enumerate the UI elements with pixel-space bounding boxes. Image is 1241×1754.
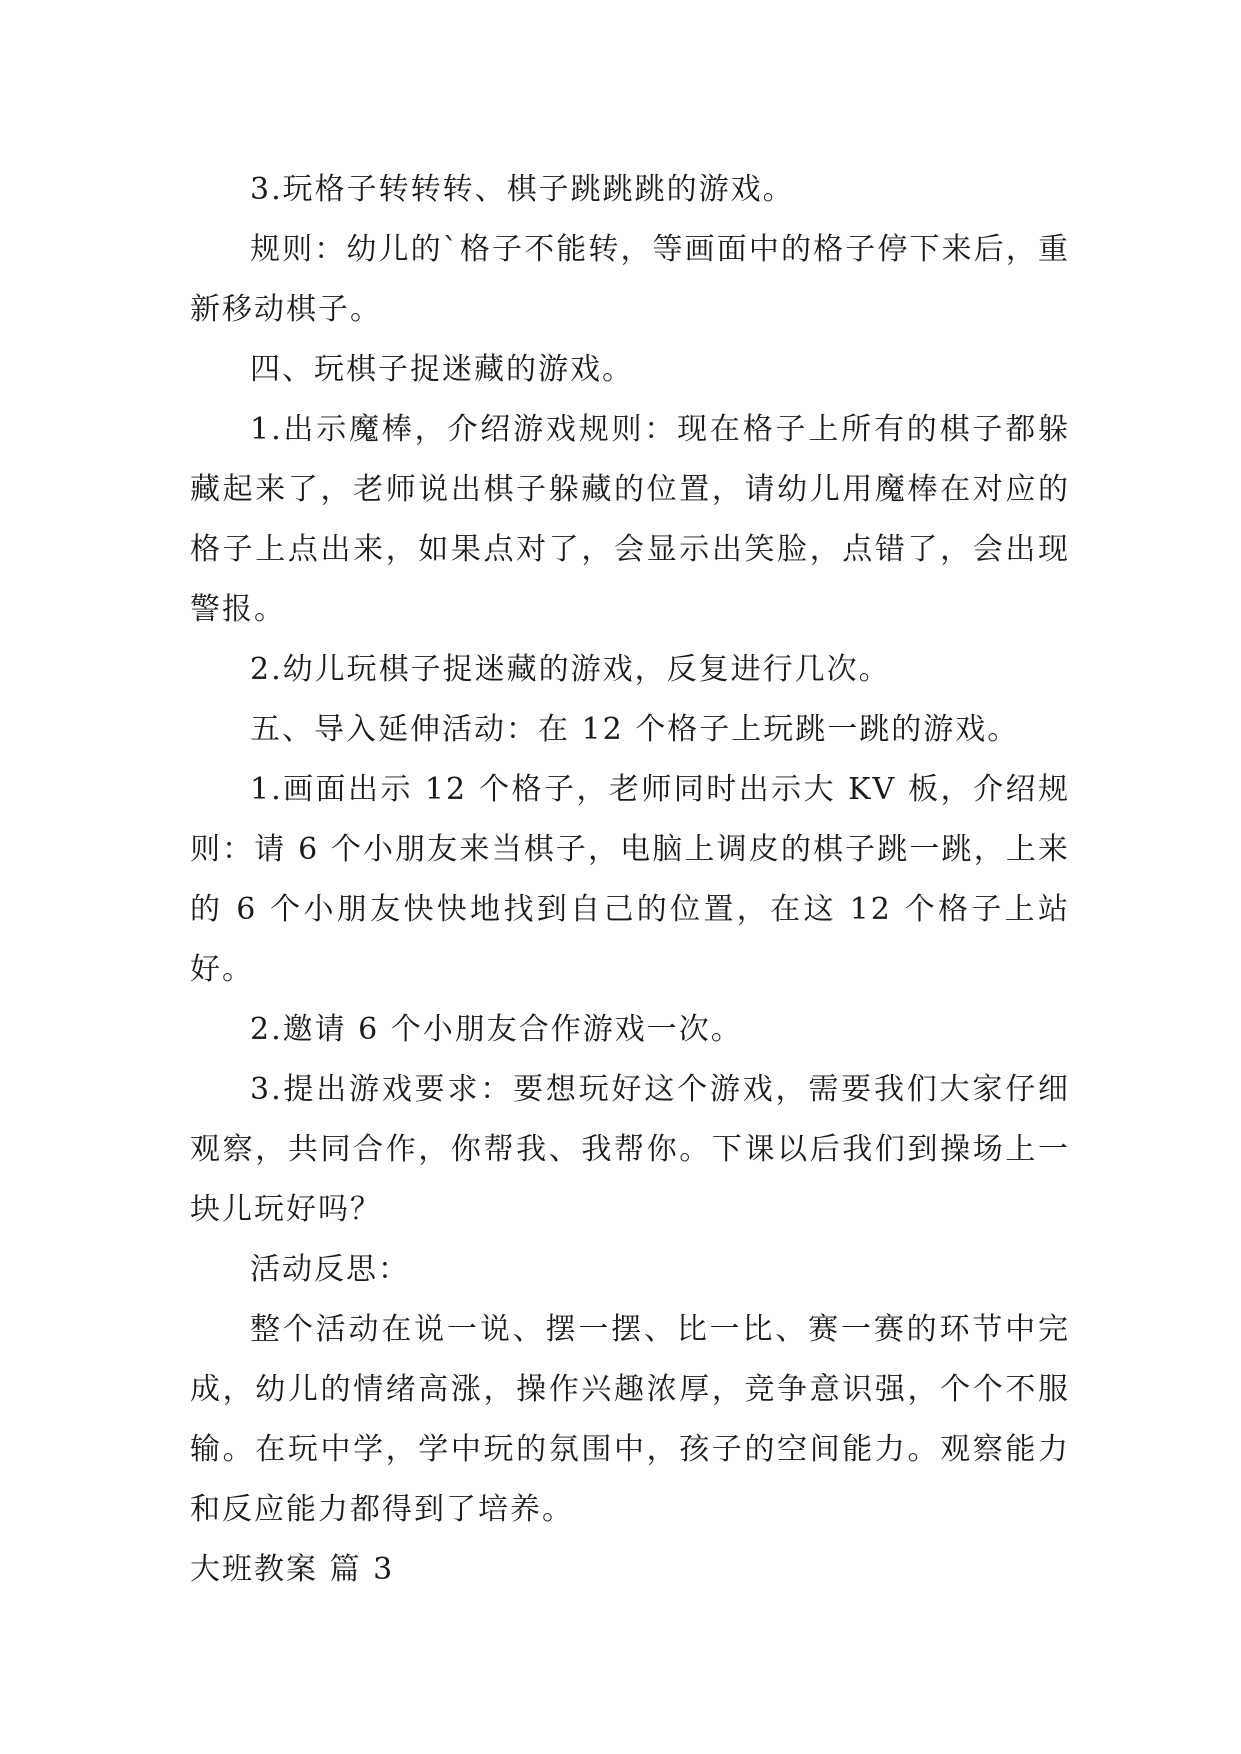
document-body [190,160,1070,1600]
paragraph-requirements: 3.提出游戏要求：要想玩好这个游戏，需要我们大家仔细观察，共同合作，你帮我、我帮你。下课以后我们到操场上一块儿玩好吗？ [190,1072,1070,1227]
paragraph-reflection-title: 活动反思： [250,1252,410,1287]
paragraph-section-four: 四、玩棋子捉迷藏的游戏。 [250,352,634,387]
paragraph-game-rotate: 3.玩格子转转转、棋子跳跳跳的游戏。 [250,172,795,207]
paragraph-invite: 2.邀请 6 个小朋友合作游戏一次。 [250,1012,743,1047]
paragraph-hide-seek: 2.幼儿玩棋子捉迷藏的游戏，反复进行几次。 [250,652,891,687]
paragraph-twelve-grids: 1.画面出示 12 个格子，老师同时出示大 KV 板，介绍规则：请 6 个小朋友来当棋子，电脑上调皮的棋子跳一跳，上来的 6 个小朋友快快地找到自己的位置，在这 12 个格子上站好。 [190,772,1070,987]
paragraph-magic-wand: 1.出示魔棒，介绍游戏规则：现在格子上所有的棋子都躲藏起来了，老师说出棋子躲藏的位置，请幼儿用魔棒在对应的格子上点出来，如果点对了，会显示出笑脸，点错了，会出现警报。 [190,412,1070,627]
section-heading: 大班教案 篇 3 [190,1552,395,1587]
paragraph-rule: 规则：幼儿的`格子不能转，等画面中的格子停下来后，重新移动棋子。 [190,232,1070,327]
paragraph-reflection-body: 整个活动在说一说、摆一摆、比一比、赛一赛的环节中完成，幼儿的情绪高涨，操作兴趣浓厚，竞争意识强，个个不服输。在玩中学，学中玩的氛围中，孩子的空间能力。观察能力和反应能力都得到了培养。 [190,1312,1070,1527]
paragraph-section-five: 五、导入延伸活动：在 12 个格子上玩跳一跳的游戏。 [250,712,1020,747]
